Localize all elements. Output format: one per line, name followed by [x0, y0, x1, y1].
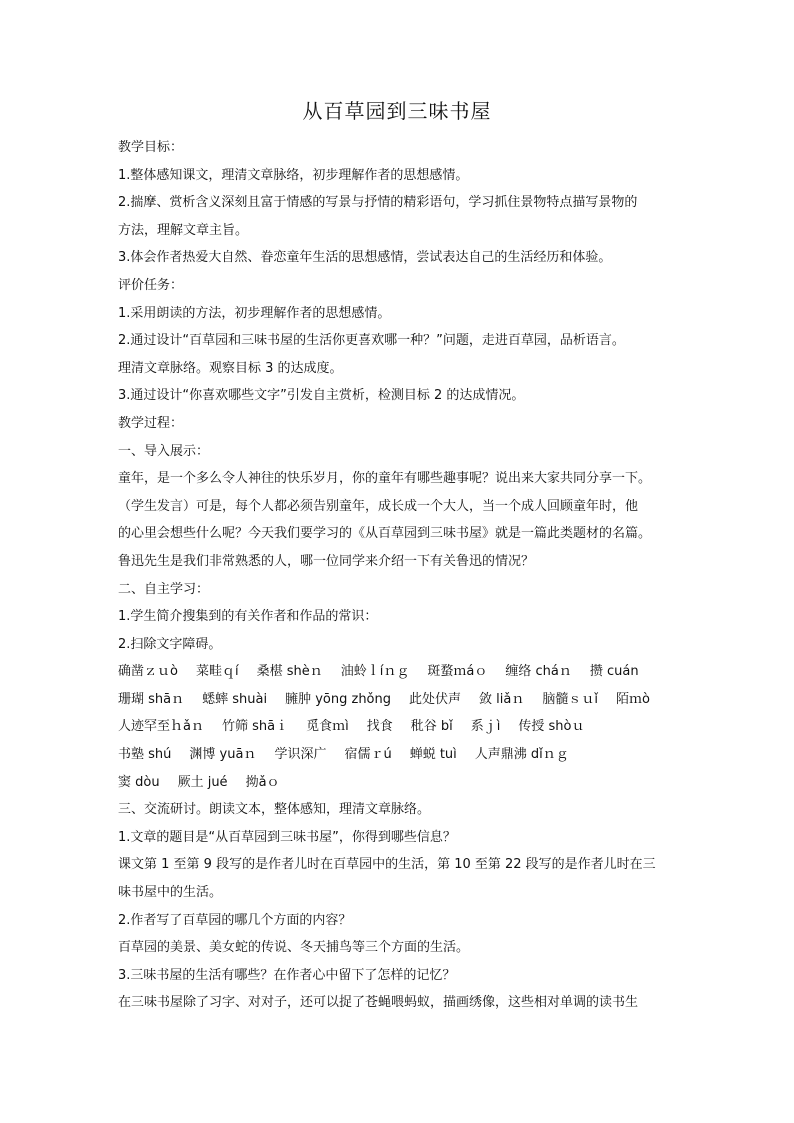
pinyin-item: 拗ǎｏ — [245, 774, 280, 790]
pinyin-item: 找食 — [366, 719, 393, 735]
pinyin-item: 陌ｍò — [615, 691, 650, 707]
text-line: 1.整体感知课文，理清文章脉络，初步理解作者的思想感情。 — [118, 167, 469, 183]
text-line: 方法，理解文章主旨。 — [118, 222, 249, 238]
pinyin-row — [118, 769, 683, 797]
text-line: 课文第 1 至第 9 段写的是作者儿时在百草园中的生活，第 10 至第 22 段写的是作者儿时在三 — [118, 857, 656, 873]
text-line: 3.通过设计“你喜欢哪些文字”引发自主赏析，检测目标 2 的达成情况。 — [118, 388, 525, 404]
pinyin-item: 传授 shòｕ — [518, 719, 585, 735]
pinyin-item: 敛 liǎｎ — [479, 691, 525, 707]
pinyin-row — [118, 686, 683, 714]
section-heading-objectives: 教学目标： — [118, 140, 184, 155]
pinyin-item: 珊瑚 shāｎ — [118, 691, 185, 707]
pinyin-item: 厥土 jué — [177, 774, 228, 790]
text-line: 1.文章的题目是“从百草园到三味书屋”，你得到哪些信息？ — [118, 829, 456, 845]
text-line: 味书屋中的生活。 — [118, 885, 223, 901]
text-line: 2.作者写了百草园的哪几个方面的内容？ — [118, 912, 352, 928]
text-line: 3.体会作者热爱大自然、眷恋童年生活的思想感情，尝试表达自己的生活经历和体验。 — [118, 250, 612, 266]
pinyin-item: 脑髓ｓｕǐ — [542, 691, 598, 707]
pinyin-item: 菜畦ｑí — [195, 664, 239, 680]
text-line: 的心里会想些什么呢？今天我们要学习的《从百草园到三味书屋》就是一篇此类题材的名篇。 — [118, 526, 652, 542]
text-line: 理清文章脉络。观察目标 3 的达成度。 — [118, 360, 343, 376]
pinyin-row — [118, 741, 683, 769]
pinyin-row — [118, 713, 683, 741]
section-heading-evaluation: 评价任务： — [118, 277, 184, 293]
pinyin-item: 渊博 yuāｎ — [189, 747, 257, 763]
section-heading-discussion: 三、交流研讨。朗读文本，整体感知，理清文章脉络。 — [118, 802, 431, 818]
pinyin-item: 桑椹 shèｎ — [256, 664, 323, 680]
text-line: 1.学生简介搜集到的有关作者和作品的常识： — [118, 609, 378, 625]
pinyin-item: 秕谷 bǐ — [410, 719, 453, 735]
pinyin-item: 竹筛 shāｉ — [221, 719, 289, 735]
pinyin-item: 蟋蟀 shuài — [202, 691, 268, 707]
section-heading-intro: 一、导入展示： — [118, 443, 210, 459]
text-line: 2.扫除文字障碍。 — [118, 636, 222, 652]
text-line: （学生发言）可是，每个人都必须告别童年，成长成一个大人，当一个成人回顾童年时，他 — [118, 498, 639, 514]
pinyin-item: 宿儒ｒú — [344, 747, 392, 763]
section-heading-process: 教学过程： — [118, 415, 184, 431]
section-heading-self-study: 二、自主学习： — [118, 581, 210, 597]
pinyin-item: 人声鼎沸 dǐｎｇ — [474, 747, 569, 763]
text-line: 2.通过设计“百草园和三味书屋的生活你更喜欢哪一种？”问题，走进百草园，品析语言。 — [118, 333, 625, 349]
pinyin-item: 书塾 shú — [118, 747, 172, 763]
text-line: 1.采用朗读的方法，初步理解作者的思想感情。 — [118, 305, 391, 321]
text-line: 百草园的美景、美女蛇的传说、冬天捕鸟等三个方面的生活。 — [118, 940, 470, 956]
pinyin-item: 攒 cuán — [589, 664, 639, 680]
pinyin-item: 斑蝥ｍáｏ — [427, 664, 488, 680]
pinyin-item: 缠络 cháｎ — [505, 664, 572, 680]
pinyin-item: 此处伏声 — [409, 691, 462, 707]
pinyin-item: 臃肿 yōng zhǒng — [285, 691, 392, 707]
pinyin-item: 觅食ｍì — [306, 719, 349, 735]
text-line: 鲁迅先生是我们非常熟悉的人，哪一位同学来介绍一下有关鲁迅的情况？ — [118, 553, 535, 569]
pinyin-item: 蝉蜕 tuì — [409, 747, 457, 763]
pinyin-item: 学识深广 — [274, 747, 327, 763]
text-line: 童年，是一个多么令人神往的快乐岁月，你的童年有哪些趣事呢？说出来大家共同分享一下。 — [118, 471, 652, 487]
pinyin-item: 系ｊì — [470, 719, 501, 735]
text-line: 在三味书屋除了习字、对对子，还可以捉了苍蝇喂蚂蚁，描画绣像，这些相对单调的读书生 — [118, 995, 639, 1011]
pinyin-item: 人迹罕至ｈǎｎ — [118, 719, 204, 735]
pinyin-item: 确凿ｚｕò — [118, 664, 178, 680]
pinyin-row — [118, 658, 683, 686]
pinyin-item: 窦 dòu — [118, 774, 160, 790]
document-body — [118, 134, 683, 1017]
text-line: 2.揣摩、赏析含义深刻且富于情感的写景与抒情的精彩语句，学习抓住景物特点描写景物的 — [118, 195, 638, 211]
document-title: 从百草园到三味书屋 — [302, 99, 492, 123]
text-line: 3.三味书屋的生活有哪些？在作者心中留下了怎样的记忆？ — [118, 967, 456, 983]
pinyin-item: 油蛉ｌíｎｇ — [340, 664, 410, 680]
